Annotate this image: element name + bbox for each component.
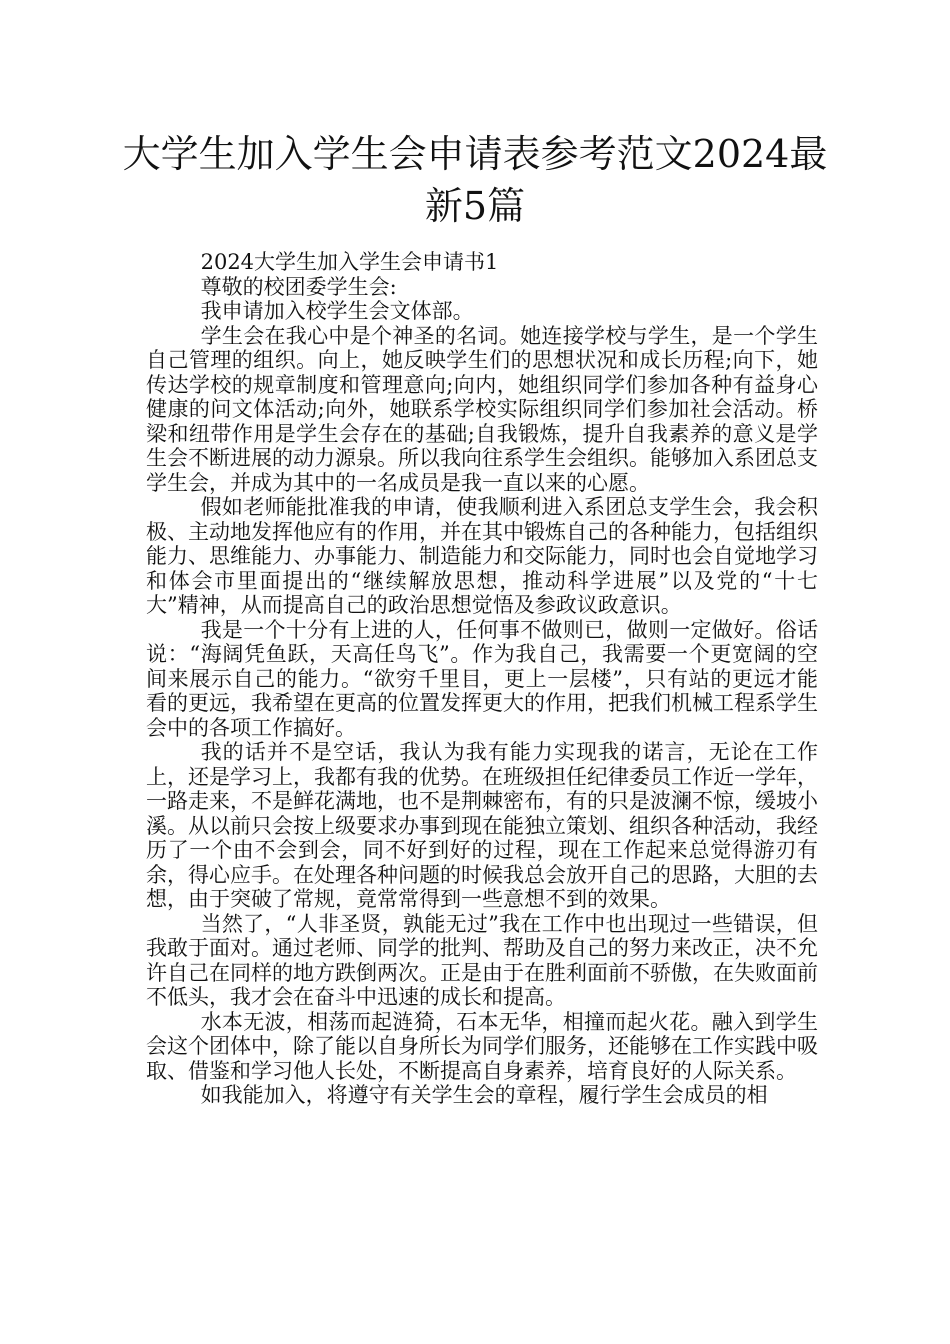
document-title: 大学生加入学生会申请表参考范文2024最新5篇 xyxy=(122,132,828,228)
subheading: 2024大学生加入学生会申请书1 xyxy=(200,250,499,274)
salutation: 尊敬的校团委学生会: xyxy=(200,274,397,299)
paragraph-8: 如我能加入，将遵守有关学生会的章程，履行学生会成员的相 xyxy=(200,1083,768,1107)
paragraph-5: 我的话并不是空话，我认为我有能力实现我的诺言，无论在工作上，还是学习上，我都有我的优势。在班级担任纪律委员工作近一学年，一路走来，不是鲜花满地，也不是荆棘密布，有的只是波澜不惊，缓坡小溪。从以前只会按上级要求办事到现在能独立策划、组织各种活动，我经历了一个由不会到会，同不好到好的过程，现在工作起来总觉得游刃有余，得心应手。在处理各种问题的时候我总会放开自己的思路，大胆的去想，由于突破了常规，竟常常得到一些意想不到的效果。 xyxy=(146,740,818,911)
paragraph-6: 当然了，“人非圣贤，孰能无过”我在工作中也出现过一些错误，但我敢于面对。通过老师、同学的批判、帮助及自己的努力来改正，决不允许自己在同样的地方跌倒两次。正是由于在胜利面前不骄傲，在失败面前不低头，我才会在奋斗中迅速的成长和提高。 xyxy=(146,911,818,1009)
paragraph-3: 假如老师能批准我的申请，使我顺利进入系团总支学生会，我会积极、主动地发挥他应有的作用，并在其中锻炼自己的各种能力，包括组织能力、思维能力、办事能力、制造能力和交际能力，同时也会自觉地学习和体会市里面提出的“继续解放思想，推动科学进展”以及党的“十七大”精神，从而提高自己的政治思想觉悟及参政议政意识。 xyxy=(146,495,818,617)
document-body xyxy=(146,250,818,1108)
paragraph-1: 我申请加入校学生会文体部。 xyxy=(200,299,474,323)
paragraph-4: 我是一个十分有上进的人，任何事不做则已，做则一定做好。俗话说：“海阔凭鱼跃，天高任鸟飞”。作为我自己，我需要一个更宽阔的空间来展示自己的能力。“欲穷千里目，更上一层楼”，只有站的更远才能看的更远，我希望在更高的位置发挥更大的作用，把我们机械工程系学生会中的各项工作搞好。 xyxy=(146,617,818,740)
paragraph-2: 学生会在我心中是个神圣的名词。她连接学校与学生，是一个学生自己管理的组织。向上，她反映学生们的思想状况和成长历程;向下，她传达学校的规章制度和管理意向;向内，她组织同学们参加各种有益身心健康的问文体活动;向外，她联系学校实际组织同学们参加社会活动。桥梁和纽带作用是学生会存在的基础;自我锻炼，提升自我素养的意义是学生会不断进展的动力源泉。所以我向往系学生会组织。能够加入系团总支学生会，并成为其中的一名成员是我一直以来的心愿。 xyxy=(146,323,818,495)
paragraph-7: 水本无波，相荡而起涟猗，石本无华，相撞而起火花。融入到学生会这个团体中，除了能以自身所长为同学们服务，还能够在工作实践中吸取、借鉴和学习他人长处，不断提高自身素养，培育良好的人际关系。 xyxy=(146,1009,818,1083)
